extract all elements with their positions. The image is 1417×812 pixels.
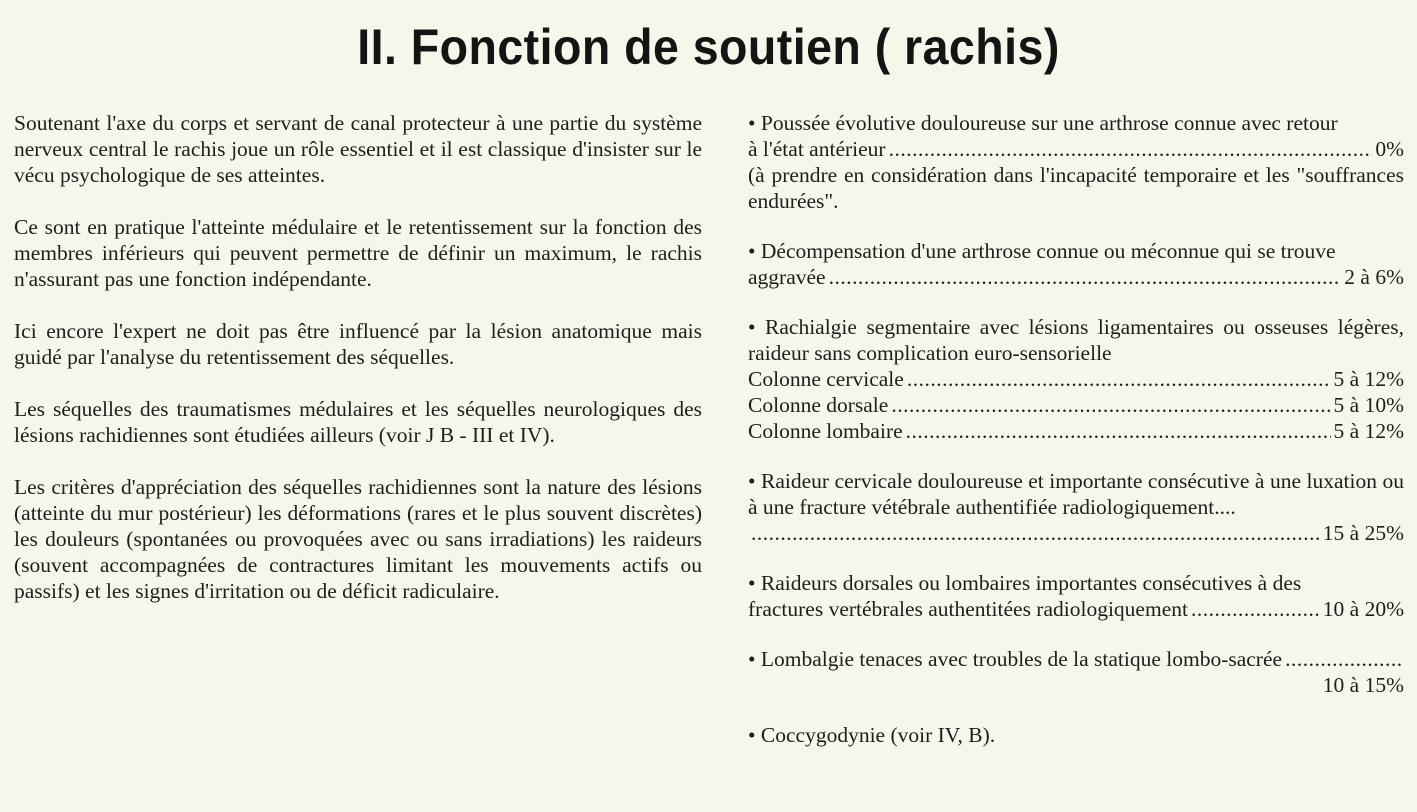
rate-value: 5 à 10%: [1333, 393, 1404, 417]
leader-dots: [751, 520, 1320, 546]
paragraph-medullary: Ce sont en pratique l'atteinte médulaire et le retentissement sur la fonction des membres inférieurs qui peuvent permettre de définir un maximum, le rachis n'assurant pas une fonction indépendante.: [14, 215, 702, 291]
rate-label: à l'état antérieur: [748, 137, 886, 161]
rate-row-dorsale: [748, 392, 1404, 418]
rate-item-raideurs-dorsales: [748, 570, 1404, 622]
rate-item-coccygodynie: [748, 722, 1404, 748]
rate-item-rachialgie: [748, 314, 1404, 444]
item-text: • Raideurs dorsales ou lombaires importantes consécutives à des: [748, 571, 1302, 595]
rate-item-arthrose-poussee: [748, 110, 1404, 214]
leader-dots: [1285, 646, 1401, 672]
item-text: • Poussée évolutive douloureuse sur une arthrose connue avec retour: [748, 111, 1338, 135]
leader-dots: [906, 418, 1331, 444]
paragraph-criteria: Les critères d'appréciation des séquelles rachidiennes sont la nature des lésions (atteinte du mur postérieur) les déformations (rares et le plus souvent discrètes) les douleurs (spontanées ou provoquées avec ou sans irradiations) les raideurs (souvent accompagnées de contractures limitant les mouvements actifs ou passifs) et les signes d'irritation ou de déficit radiculaire.: [14, 475, 702, 603]
rate-item-lombalgie: [748, 646, 1404, 698]
rate-label: Colonne dorsale: [748, 393, 889, 417]
leader-dots: [1191, 596, 1320, 622]
rate-item-raideur-cervicale: [748, 468, 1404, 546]
item-text: • Décompensation d'une arthrose connue ou méconnue qui se trouve: [748, 239, 1336, 263]
rate-row: [748, 520, 1404, 546]
rate-item-decompensation: [748, 238, 1404, 290]
right-column: [748, 110, 1404, 772]
rate-row: [748, 646, 1404, 672]
rate-row: [748, 672, 1404, 698]
leader-dots: [889, 136, 1373, 162]
item-text: • Rachialgie segmentaire avec lésions ligamentaires ou osseuses légères, raideur sans complication euro-sensorielle: [748, 315, 1404, 365]
rate-row: [748, 264, 1404, 290]
paragraph-sequelae: Les séquelles des traumatismes médulaires et les séquelles neurologiques des lésions rachidiennes sont étudiées ailleurs (voir J B - III et IV).: [14, 397, 702, 447]
page-title: II. Fonction de soutien ( rachis): [357, 19, 1060, 75]
rate-label: aggravée: [748, 265, 826, 289]
leader-dots: [891, 392, 1330, 418]
item-note: (à prendre en considération dans l'incapacité temporaire et les "souffrances endurées".: [748, 163, 1404, 213]
rate-label: Colonne cervicale: [748, 367, 904, 391]
paragraph-expert: Ici encore l'expert ne doit pas être influencé par la lésion anatomique mais guidé par l'analyse du retentissement des séquelles.: [14, 319, 702, 369]
paragraph-intro: Soutenant l'axe du corps et servant de canal protecteur à une partie du système nerveux central le rachis joue un rôle essentiel et il est classique d'insister sur le vécu psychologique de ses atteintes.: [14, 111, 702, 187]
rate-label: Colonne lombaire: [748, 419, 903, 443]
rate-value: 15 à 25%: [1322, 521, 1404, 545]
leader-dots: [829, 264, 1342, 290]
rate-value: 5 à 12%: [1333, 419, 1404, 443]
leader-dots: [907, 366, 1331, 392]
rate-row: [748, 596, 1404, 622]
rate-value: 5 à 12%: [1333, 367, 1404, 391]
rate-row-cervicale: [748, 366, 1404, 392]
rate-value: 10 à 20%: [1322, 597, 1404, 621]
rate-value: 2 à 6%: [1344, 265, 1404, 289]
left-column: [14, 110, 702, 630]
rate-row: [748, 136, 1404, 162]
rate-value: 10 à 15%: [1322, 673, 1404, 697]
rate-row-lombaire: [748, 418, 1404, 444]
item-text: • Coccygodynie (voir IV, B).: [748, 723, 996, 747]
item-text: • Raideur cervicale douloureuse et importante consécutive à une luxation ou à une fracture vétébrale authentifiée radiologiquement....: [748, 469, 1404, 519]
rate-value: 0%: [1375, 137, 1404, 161]
rate-label: fractures vertébrales authentitées radiologiquement: [748, 597, 1188, 621]
rate-label: • Lombalgie tenaces avec troubles de la statique lombo-sacrée: [748, 647, 1283, 671]
